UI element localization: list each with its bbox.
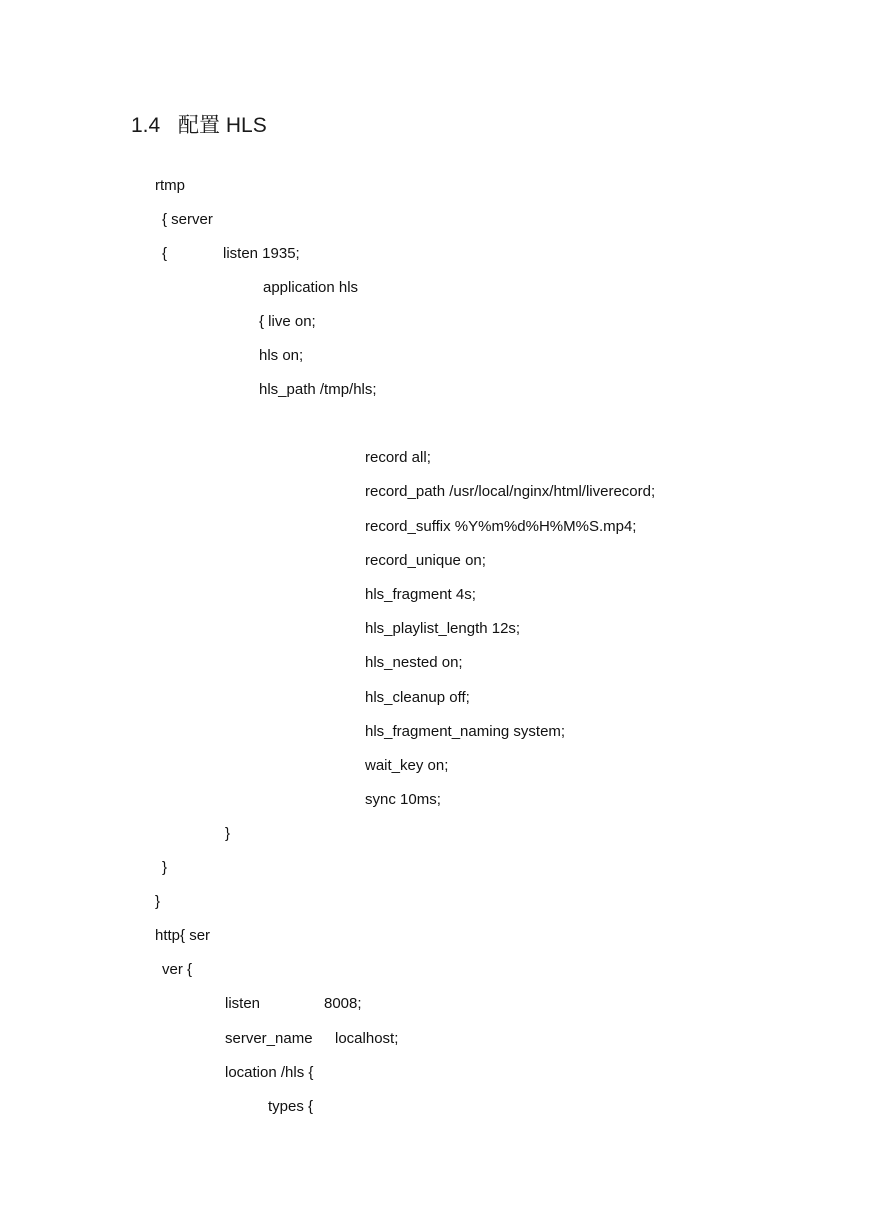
config-line: rtmp [155, 177, 185, 194]
config-line: hls_nested on; [365, 654, 463, 671]
config-line: ver { [162, 961, 193, 978]
config-line: sync 10ms; [365, 791, 441, 808]
config-line: application hls [263, 279, 359, 296]
config-line: 8008; [324, 995, 362, 1012]
config-line: hls_fragment_naming system; [365, 723, 566, 740]
config-line: hls_fragment 4s; [365, 586, 476, 603]
config-line: localhost; [335, 1030, 399, 1047]
config-line: record_unique on; [365, 552, 486, 569]
config-line: wait_key on; [365, 757, 449, 774]
config-line: hls on; [259, 347, 304, 364]
config-line: record_path /usr/local/nginx/html/liverecord; [365, 483, 656, 500]
section-heading [131, 112, 267, 140]
config-line: record all; [365, 449, 431, 466]
config-line: listen 1935; [223, 245, 300, 262]
config-line: } [155, 893, 161, 910]
config-line: http{ ser [155, 927, 211, 944]
section-number: 1.4 [131, 114, 161, 137]
section-title: 配置 HLS [178, 114, 267, 137]
config-line: } [162, 859, 168, 876]
config-line: { server [162, 211, 213, 228]
config-line: server_name [225, 1030, 313, 1047]
config-line: hls_cleanup off; [365, 689, 470, 706]
config-line: record_suffix %Y%m%d%H%M%S.mp4; [365, 518, 637, 535]
config-line: { [162, 245, 168, 262]
config-line: location /hls { [225, 1064, 314, 1081]
config-line: { live on; [259, 313, 316, 330]
config-line: hls_path /tmp/hls; [259, 381, 377, 398]
config-line: listen [225, 995, 261, 1012]
config-line: types { [268, 1098, 314, 1115]
config-line: hls_playlist_length 12s; [365, 620, 521, 637]
config-line: } [225, 825, 231, 842]
